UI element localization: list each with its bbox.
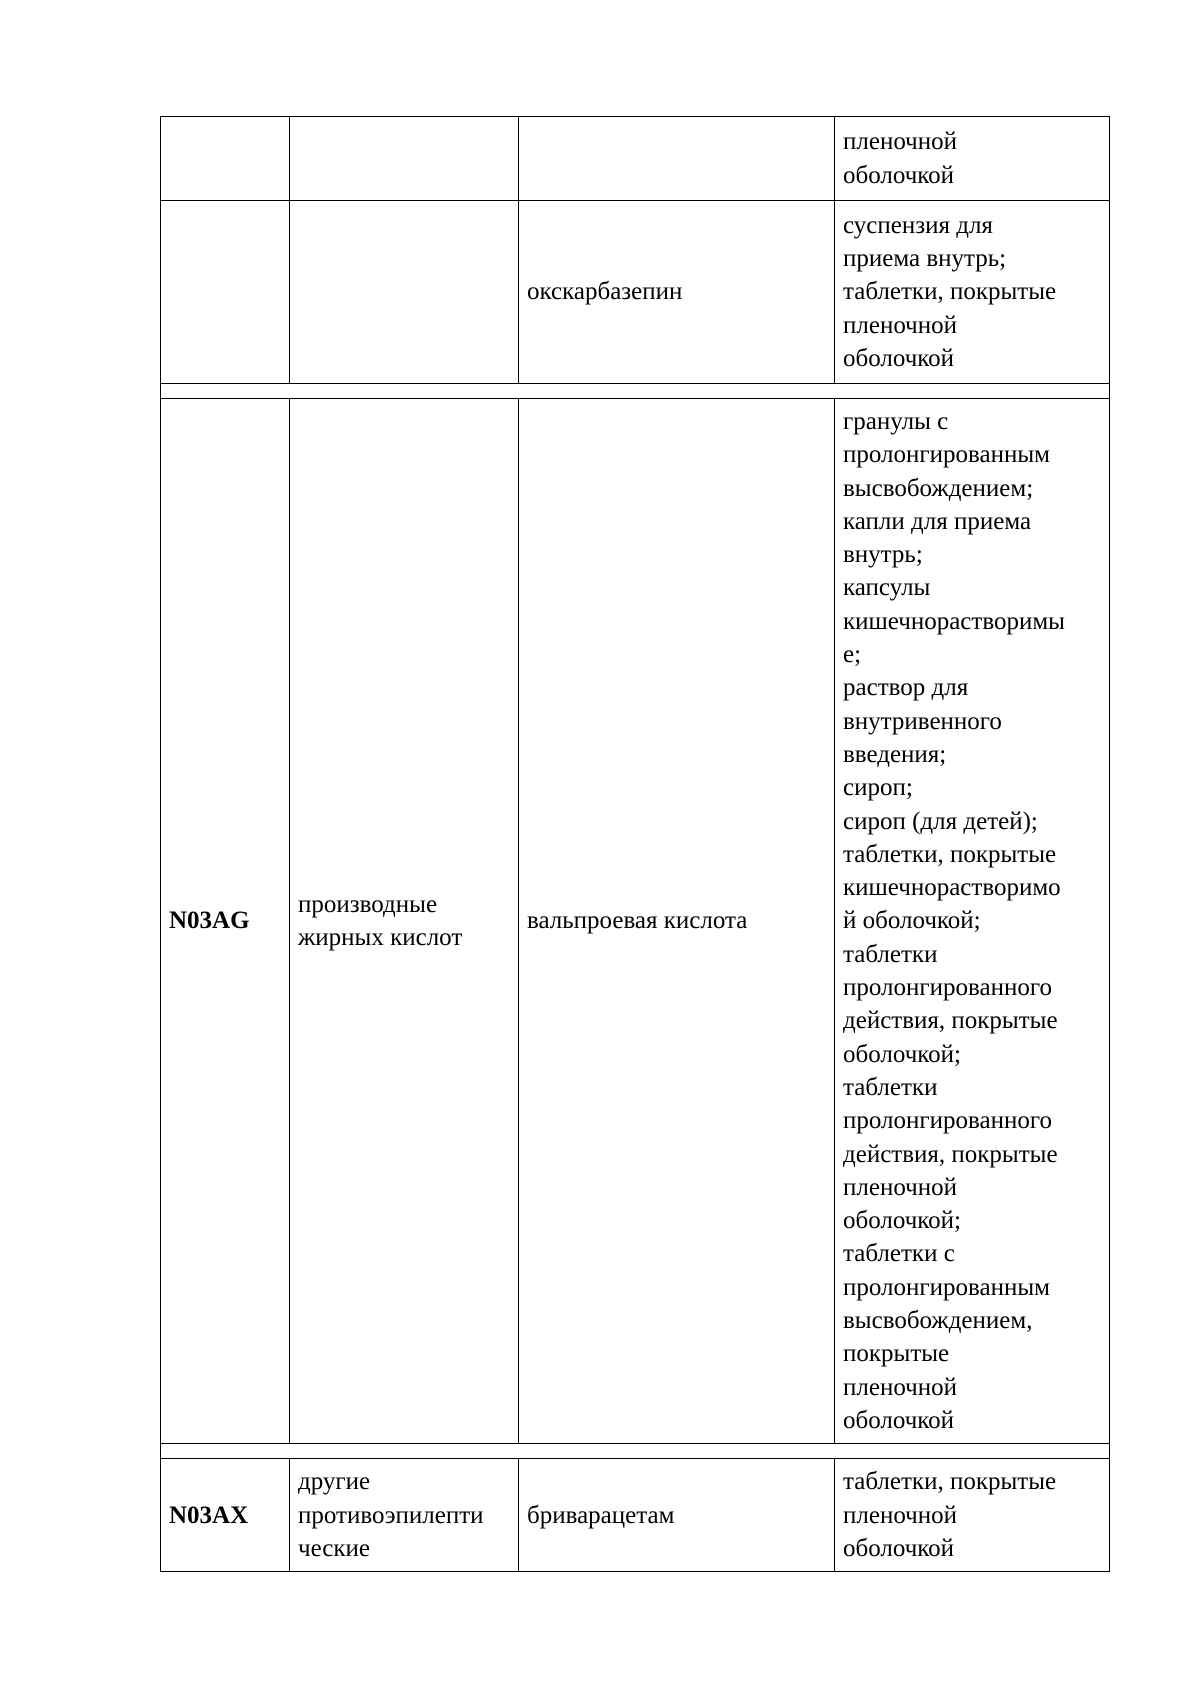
dosage-form-line: кишечнорастворимо bbox=[843, 874, 1061, 902]
dosage-form-line: й оболочкой; bbox=[843, 907, 981, 935]
dosage-form-line: капсулы bbox=[843, 574, 931, 602]
drug-table bbox=[160, 116, 1110, 1572]
dosage-form-line: гранулы с bbox=[843, 408, 949, 435]
dosage-form-line: кишечнорастворимы bbox=[843, 607, 1065, 635]
dosage-form-line: пленочной bbox=[843, 1373, 958, 1401]
table-row bbox=[161, 201, 1110, 384]
dosage-form-line: высвобождением; bbox=[843, 474, 1034, 502]
dosage-form-line: сироп (для детей); bbox=[843, 807, 1038, 835]
dosage-form-line: введения; bbox=[843, 740, 947, 768]
atc-code-cell bbox=[161, 201, 290, 384]
dosage-form-line: таблетки bbox=[843, 1073, 938, 1101]
dosage-forms-cell bbox=[835, 1459, 1110, 1572]
table-spacer-row bbox=[161, 384, 1110, 399]
dosage-form-line: высвобождением, bbox=[843, 1307, 1033, 1335]
table-spacer-row bbox=[161, 1444, 1110, 1459]
group-cell bbox=[290, 201, 519, 384]
group-cell: другие противоэпилепти ческие bbox=[290, 1459, 519, 1572]
table-row bbox=[161, 1459, 1110, 1572]
dosage-form-line: оболочкой bbox=[843, 161, 955, 189]
dosage-form-line: капли для приема bbox=[843, 507, 1032, 535]
dosage-form-line: внутрь; bbox=[843, 541, 923, 569]
spacer-cell bbox=[161, 1444, 1110, 1459]
dosage-form-line: пленочной bbox=[843, 311, 958, 339]
dosage-form-line: оболочкой bbox=[843, 1534, 955, 1562]
drug-name-cell: бриварацетам bbox=[519, 1459, 835, 1572]
drug-name-cell: вальпроевая кислота bbox=[519, 399, 835, 1444]
atc-code-cell: N03AX bbox=[161, 1459, 290, 1572]
dosage-form-line: пролонгированного bbox=[843, 1107, 1052, 1135]
spacer-cell bbox=[161, 384, 1110, 399]
dosage-form-line: покрытые bbox=[843, 1340, 950, 1368]
dosage-form-line: таблетки с bbox=[843, 1240, 955, 1268]
dosage-form-line: пленочной bbox=[843, 128, 958, 156]
dosage-form-line: раствор для bbox=[843, 674, 969, 702]
dosage-form-line: оболочкой; bbox=[843, 1040, 961, 1068]
dosage-form-line: пролонгированным bbox=[843, 441, 1050, 469]
dosage-form-line: пленочной bbox=[843, 1501, 958, 1529]
atc-code-cell bbox=[161, 117, 290, 201]
dosage-form-line: пролонгированным bbox=[843, 1273, 1050, 1301]
dosage-form-line: таблетки, покрытые bbox=[843, 278, 1057, 306]
dosage-form-line: таблетки, покрытые bbox=[843, 840, 1057, 868]
drug-name-cell bbox=[519, 117, 835, 201]
dosage-form-line: таблетки bbox=[843, 940, 938, 968]
dosage-form-line: внутривенного bbox=[843, 707, 1002, 735]
dosage-form-line: суспензия для bbox=[843, 211, 993, 239]
table-row bbox=[161, 399, 1110, 1444]
dosage-form-line: действия, покрытые bbox=[843, 1007, 1058, 1035]
dosage-form-line: оболочкой bbox=[843, 344, 955, 372]
group-cell: производные жирных кислот bbox=[290, 399, 519, 1444]
dosage-form-line: пленочной bbox=[843, 1173, 958, 1201]
table-row bbox=[161, 117, 1110, 201]
dosage-form-line: таблетки, покрытые bbox=[843, 1468, 1057, 1496]
drug-name-cell: окскарбазепин bbox=[519, 201, 835, 384]
dosage-form-line: пролонгированного bbox=[843, 974, 1052, 1002]
dosage-forms-cell bbox=[835, 117, 1110, 201]
dosage-form-line: оболочкой; bbox=[843, 1207, 961, 1235]
dosage-form-line: приема внутрь; bbox=[843, 245, 1007, 273]
dosage-form-line: сироп; bbox=[843, 774, 913, 802]
dosage-form-line: оболочкой bbox=[843, 1406, 955, 1434]
dosage-form-line: действия, покрытые bbox=[843, 1140, 1058, 1168]
dosage-forms-cell bbox=[835, 399, 1110, 1444]
dosage-form-line: е; bbox=[843, 641, 862, 669]
group-cell bbox=[290, 117, 519, 201]
dosage-forms-cell bbox=[835, 201, 1110, 384]
atc-code-cell: N03AG bbox=[161, 399, 290, 1444]
